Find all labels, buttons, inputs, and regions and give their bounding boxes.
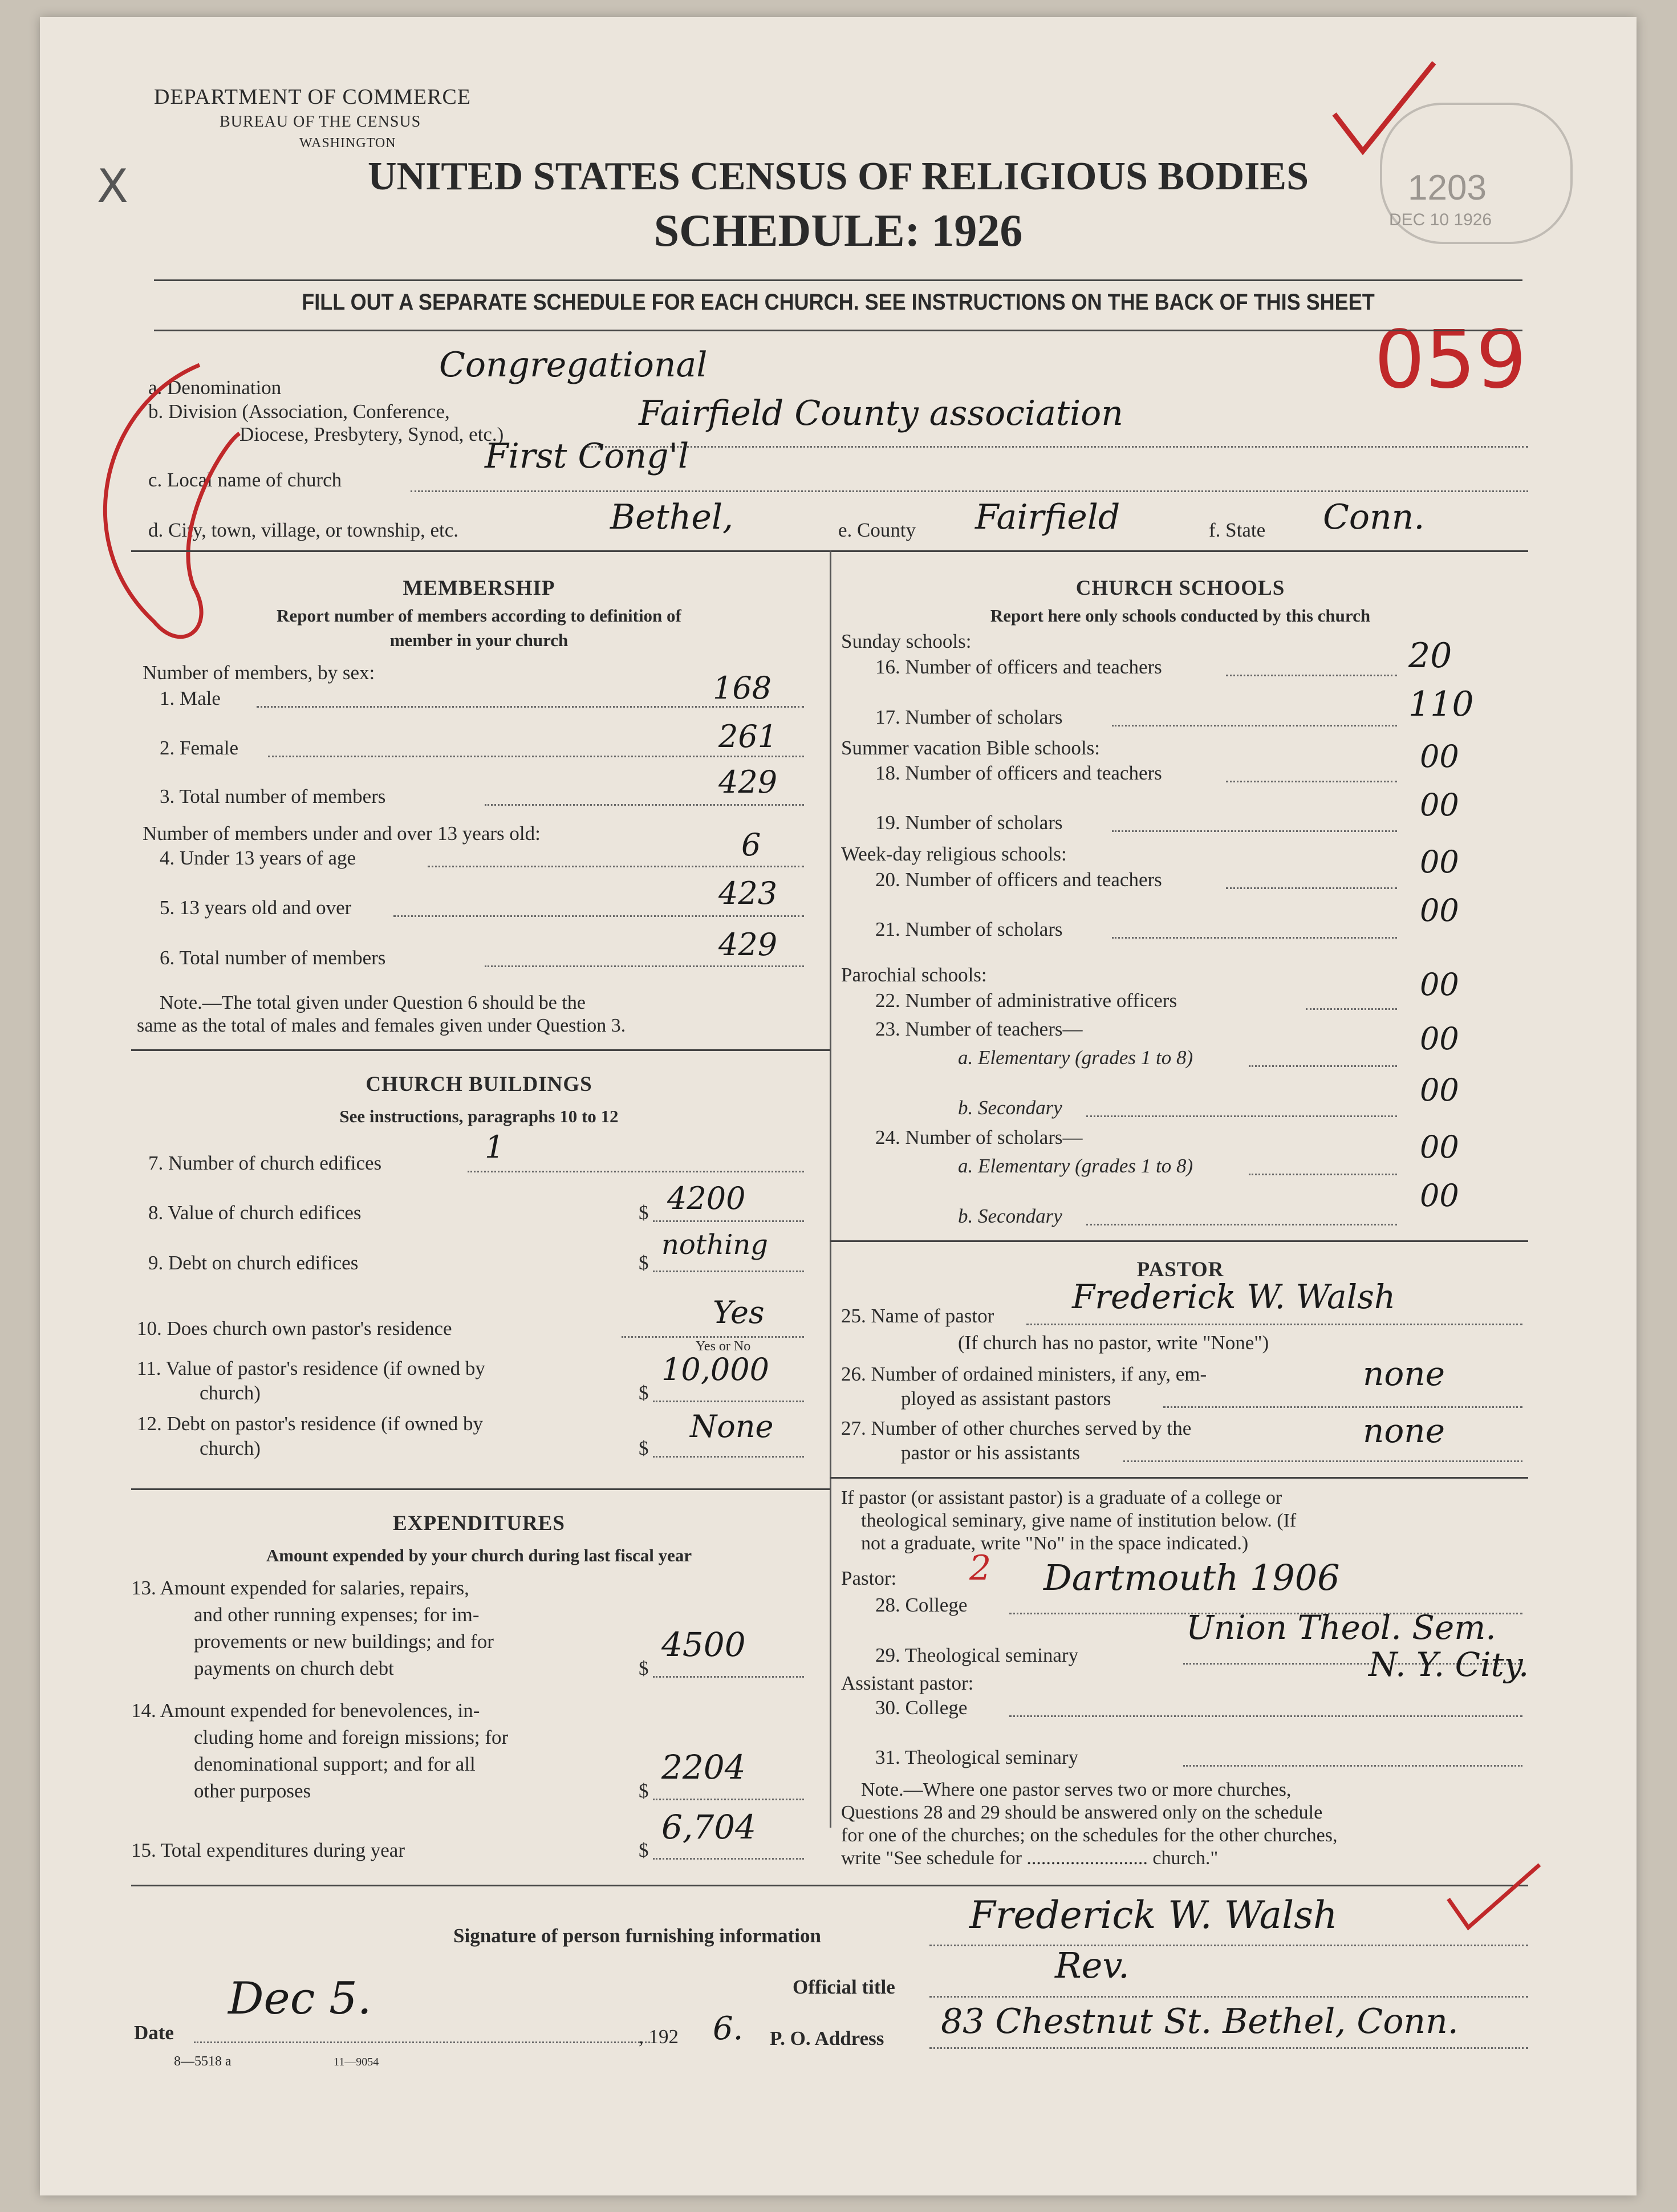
q10-value[interactable]: Yes — [713, 1294, 765, 1330]
denomination-value[interactable]: Congregational — [439, 345, 708, 385]
q23a-label: a. Elementary (grades 1 to 8) — [958, 1046, 1193, 1069]
division-label: b. Division (Association, Conference, — [148, 400, 450, 423]
q11-dots — [653, 1401, 804, 1402]
q12-dollar: $ — [639, 1437, 649, 1459]
expenditures-title: EXPENDITURES — [393, 1512, 565, 1535]
q11-label-2: church) — [200, 1382, 261, 1404]
q3-dots — [485, 804, 804, 806]
church-schools-title: CHURCH SCHOOLS — [1075, 577, 1285, 600]
denomination-label: a. Denomination — [148, 376, 282, 399]
q14-dollar: $ — [639, 1780, 649, 1802]
q1-label: 1. Male — [160, 687, 221, 709]
q27-value[interactable]: none — [1363, 1411, 1445, 1450]
print-number: 11—9054 — [334, 2056, 379, 2068]
q5-value[interactable]: 423 — [718, 875, 778, 911]
q11-value[interactable]: 10,000 — [661, 1351, 769, 1387]
city-label: d. City, town, village, or township, etc. — [148, 519, 459, 541]
buildings-sub: See instructions, paragraphs 10 to 12 — [339, 1106, 619, 1126]
q2-value[interactable]: 261 — [718, 719, 778, 754]
graduate-note-1: If pastor (or assistant pastor) is a graduate of a college or — [841, 1487, 1282, 1508]
q4-label: 4. Under 13 years of age — [160, 847, 356, 869]
q26-value[interactable]: none — [1363, 1354, 1445, 1393]
q28-label: 28. College — [875, 1594, 968, 1616]
rule-bottom — [154, 330, 1522, 331]
pastor-title: PASTOR — [1136, 1258, 1224, 1281]
state-value[interactable]: Conn. — [1323, 497, 1425, 537]
q8-dollar: $ — [639, 1202, 649, 1224]
q27-line-1: 27. Number of other churches served by the — [841, 1417, 1192, 1439]
official-title-dots — [929, 1996, 1528, 1998]
pastor-rule — [830, 1240, 1528, 1242]
red-code-number: 059 — [1374, 314, 1527, 407]
stamp-number: 1203 — [1408, 168, 1487, 208]
pastor-subheading: Pastor: — [841, 1567, 897, 1589]
q14-line-3: denominational support; and for all — [194, 1753, 476, 1775]
sunday-schools-label: Sunday schools: — [841, 630, 972, 652]
q4-value[interactable]: 6 — [741, 827, 761, 863]
q24b-value[interactable]: 00 — [1420, 1178, 1459, 1213]
q3-value[interactable]: 429 — [718, 764, 778, 800]
schedule-title: SCHEDULE: 1926 — [653, 206, 1023, 256]
signature-label: Signature of person furnishing information — [453, 1925, 821, 1947]
graduate-rule — [830, 1477, 1528, 1479]
q23a-value[interactable]: 00 — [1420, 1021, 1459, 1057]
q30-dots — [1009, 1715, 1522, 1717]
pastor-note-1: Note.—Where one pastor serves two or more churches, — [861, 1779, 1292, 1800]
q15-dollar: $ — [639, 1839, 649, 1861]
buildings-rule — [131, 1049, 830, 1051]
membership-note-2: same as the total of males and females given under Question 3. — [137, 1015, 626, 1036]
q16-dots — [1226, 675, 1397, 676]
q11-dollar: $ — [639, 1382, 649, 1404]
q19-label: 19. Number of scholars — [875, 811, 1063, 834]
q9-label: 9. Debt on church edifices — [148, 1252, 359, 1274]
q2-label: 2. Female — [160, 737, 239, 759]
city-value[interactable]: Bethel, — [610, 497, 734, 537]
official-title-label: Official title — [793, 1976, 895, 1998]
membership-title: MEMBERSHIP — [403, 577, 555, 600]
pastor-note-3: for one of the churches; on the schedules for the other churches, — [841, 1825, 1338, 1846]
q22-value[interactable]: 00 — [1420, 967, 1459, 1002]
q13-value[interactable]: 4500 — [661, 1625, 746, 1664]
division-dots — [587, 446, 1528, 448]
q22-label: 22. Number of administrative officers — [875, 989, 1177, 1012]
church-schools-sub: Report here only schools conducted by this church — [990, 606, 1371, 626]
q31-dots — [1183, 1765, 1522, 1767]
q29-value[interactable]: Union Theol. Sem. — [1186, 1608, 1496, 1647]
q21-label: 21. Number of scholars — [875, 918, 1063, 940]
q19-value[interactable]: 00 — [1420, 787, 1459, 823]
q24b-dots — [1086, 1224, 1397, 1225]
q16-value[interactable]: 20 — [1408, 636, 1452, 676]
q12-label-2: church) — [200, 1437, 261, 1459]
local-name-value[interactable]: First Cong'l — [485, 436, 689, 476]
membership-note-1: Note.—The total given under Question 6 should be the — [160, 992, 586, 1013]
expenditures-rule — [131, 1488, 830, 1490]
q20-dots — [1226, 887, 1397, 889]
state-label: f. State — [1209, 519, 1266, 541]
pastor-note-2: Questions 28 and 29 should be answered only on the schedule — [841, 1802, 1323, 1823]
by-age-label: Number of members under and over 13 years old: — [143, 822, 541, 845]
q14-line-4: other purposes — [194, 1780, 311, 1802]
q17-dots — [1112, 725, 1397, 726]
q9-dots — [653, 1271, 804, 1272]
q23b-dots — [1086, 1115, 1397, 1117]
instruction-banner: FILL OUT A SEPARATE SCHEDULE FOR EACH CHURCH. SEE INSTRUCTIONS ON THE BACK OF THIS SHEET — [302, 290, 1375, 315]
q26-line-2: ployed as assistant pastors — [901, 1387, 1111, 1410]
date-label: Date — [134, 2022, 174, 2044]
q1-dots — [257, 706, 804, 708]
q23b-value[interactable]: 00 — [1420, 1072, 1459, 1108]
q26-line-1: 26. Number of ordained ministers, if any, em- — [841, 1363, 1207, 1385]
division-label-line2: Diocese, Presbytery, Synod, etc.) — [239, 423, 504, 445]
q25-label: 25. Name of pastor — [841, 1305, 994, 1327]
q21-dots — [1112, 937, 1397, 939]
parochial-schools-label: Parochial schools: — [841, 964, 987, 986]
q19-dots — [1112, 830, 1397, 832]
graduate-note-2: theological seminary, give name of institution below. (If — [861, 1510, 1297, 1531]
q24b-label: b. Secondary — [958, 1205, 1062, 1227]
red-checkmark-icon — [1329, 51, 1443, 165]
q2-dots — [268, 756, 804, 757]
membership-intro-2: member in your church — [389, 630, 569, 650]
q10-hint: Yes or No — [696, 1339, 751, 1354]
q12-dots — [653, 1456, 804, 1458]
stamp-date: DEC 10 1926 — [1389, 210, 1492, 229]
q29-value-line2[interactable]: N. Y. City. — [1369, 1645, 1529, 1684]
q25-hint: (If church has no pastor, write "None") — [958, 1332, 1269, 1354]
po-address-dots — [929, 2047, 1528, 2049]
official-title-value[interactable]: Rev. — [1055, 1945, 1130, 1986]
q26-dots — [1163, 1406, 1522, 1408]
q6-label: 6. Total number of members — [160, 947, 386, 969]
q14-dots — [653, 1799, 804, 1800]
q18-value[interactable]: 00 — [1420, 738, 1459, 774]
department-heading: DEPARTMENT OF COMMERCE — [154, 85, 472, 109]
local-name-dots — [411, 490, 1528, 492]
pastor-note-4: write "See schedule for ......................... church." — [841, 1848, 1219, 1869]
q8-dots — [653, 1220, 804, 1222]
pastor-red-mark: 2 — [969, 1548, 992, 1588]
signature-dots — [929, 1945, 1528, 1946]
q25-dots — [1026, 1324, 1522, 1325]
po-address-value[interactable]: 83 Chestnut St. Bethel, Conn. — [941, 2002, 1459, 2041]
q27-dots — [1123, 1460, 1522, 1462]
q25-value[interactable]: Frederick W. Walsh — [1072, 1277, 1396, 1316]
q7-dots — [468, 1171, 804, 1172]
q18-label: 18. Number of officers and teachers — [875, 762, 1162, 784]
q8-label: 8. Value of church edifices — [148, 1202, 362, 1224]
q16-label: 16. Number of officers and teachers — [875, 656, 1162, 678]
local-name-label: c. Local name of church — [148, 469, 342, 491]
date-dots — [194, 2041, 650, 2043]
summer-schools-label: Summer vacation Bible schools: — [841, 737, 1100, 759]
graduate-note-3: not a graduate, write "No" in the space indicated.) — [861, 1533, 1249, 1554]
date-value[interactable]: Dec 5. — [228, 1973, 372, 2024]
division-value[interactable]: Fairfield County association — [639, 393, 1123, 433]
buildings-title: CHURCH BUILDINGS — [366, 1073, 592, 1096]
q3-label: 3. Total number of members — [160, 785, 386, 807]
q10-label: 10. Does church own pastor's residence — [137, 1317, 452, 1340]
signature-value[interactable]: Frederick W. Walsh — [969, 1893, 1338, 1937]
expenditures-sub: Amount expended by your church during last fiscal year — [266, 1545, 692, 1565]
q31-label: 31. Theological seminary — [875, 1746, 1079, 1768]
q10-dots — [622, 1336, 804, 1338]
q21-value[interactable]: 00 — [1420, 892, 1459, 928]
q13-dollar: $ — [639, 1657, 649, 1679]
q5-label: 5. 13 years old and over — [160, 896, 352, 919]
q30-label: 30. College — [875, 1696, 968, 1719]
pencil-x-mark: X — [97, 160, 128, 213]
q14-line-2: cluding home and foreign missions; for — [194, 1726, 509, 1748]
q14-value[interactable]: 2204 — [661, 1748, 746, 1787]
q17-value[interactable]: 110 — [1408, 684, 1474, 724]
county-label: e. County — [838, 519, 916, 541]
county-value[interactable]: Fairfield — [975, 497, 1120, 537]
form-number: 8—5518 a — [174, 2054, 232, 2069]
q20-label: 20. Number of officers and teachers — [875, 868, 1162, 891]
q12-value[interactable]: None — [690, 1409, 774, 1444]
q9-value[interactable]: nothing — [661, 1229, 769, 1261]
q18-dots — [1226, 781, 1397, 782]
q24-label: 24. Number of scholars— — [875, 1126, 1083, 1148]
column-divider — [830, 550, 831, 1828]
q23b-label: b. Secondary — [958, 1097, 1062, 1119]
q20-value[interactable]: 00 — [1420, 844, 1459, 880]
q22-dots — [1306, 1008, 1397, 1010]
red-checkmark-small-icon — [1443, 1859, 1545, 1939]
po-address-label: P. O. Address — [770, 2027, 884, 2049]
census-form-sheet — [40, 17, 1637, 2195]
q29-label: 29. Theological seminary — [875, 1644, 1079, 1666]
by-sex-label: Number of members, by sex: — [143, 661, 375, 684]
q8-value[interactable]: 4200 — [667, 1180, 746, 1216]
q4-dots — [428, 866, 804, 867]
assistant-pastor-subheading: Assistant pastor: — [841, 1672, 974, 1694]
q7-value[interactable]: 1 — [485, 1129, 505, 1165]
q13-line-1: 13. Amount expended for salaries, repairs, — [131, 1577, 469, 1599]
year-prefix: , 192 — [639, 2026, 679, 2048]
q13-line-3: provements or new buildings; and for — [194, 1630, 494, 1653]
q12-label: 12. Debt on pastor's residence (if owned by — [137, 1413, 483, 1435]
rule-top — [154, 279, 1522, 281]
q17-label: 17. Number of scholars — [875, 706, 1063, 728]
city-heading: WASHINGTON — [299, 136, 396, 151]
q15-dots — [653, 1858, 804, 1860]
q13-line-2: and other running expenses; for im- — [194, 1604, 480, 1626]
q24a-dots — [1249, 1174, 1397, 1175]
q6-dots — [485, 965, 804, 967]
year-digit[interactable]: 6. — [713, 2010, 744, 2047]
q7-label: 7. Number of church edifices — [148, 1152, 382, 1174]
q5-dots — [393, 915, 804, 917]
weekday-schools-label: Week-day religious schools: — [841, 843, 1067, 865]
q15-value[interactable]: 6,704 — [661, 1808, 757, 1846]
q9-dollar: $ — [639, 1252, 649, 1274]
q24a-label: a. Elementary (grades 1 to 8) — [958, 1155, 1193, 1177]
q11-label: 11. Value of pastor's residence (if owned by — [137, 1357, 485, 1379]
q27-line-2: pastor or his assistants — [901, 1442, 1081, 1464]
q13-line-4: payments on church debt — [194, 1657, 394, 1679]
q23-label: 23. Number of teachers— — [875, 1018, 1083, 1040]
q13-dots — [653, 1676, 804, 1678]
bureau-heading: BUREAU OF THE CENSUS — [220, 113, 421, 131]
q24a-value[interactable]: 00 — [1420, 1129, 1459, 1165]
q28-value[interactable]: Dartmouth 1906 — [1043, 1557, 1340, 1598]
form-title: UNITED STATES CENSUS OF RELIGIOUS BODIES — [367, 155, 1309, 198]
q6-value[interactable]: 429 — [718, 927, 778, 963]
q15-label: 15. Total expenditures during year — [131, 1839, 405, 1861]
q1-value[interactable]: 168 — [713, 670, 772, 706]
footer-rule — [131, 1885, 1528, 1886]
membership-intro-1: Report number of members according to definition of — [277, 606, 681, 626]
q23a-dots — [1249, 1065, 1397, 1067]
q14-line-1: 14. Amount expended for benevolences, in- — [131, 1699, 480, 1722]
